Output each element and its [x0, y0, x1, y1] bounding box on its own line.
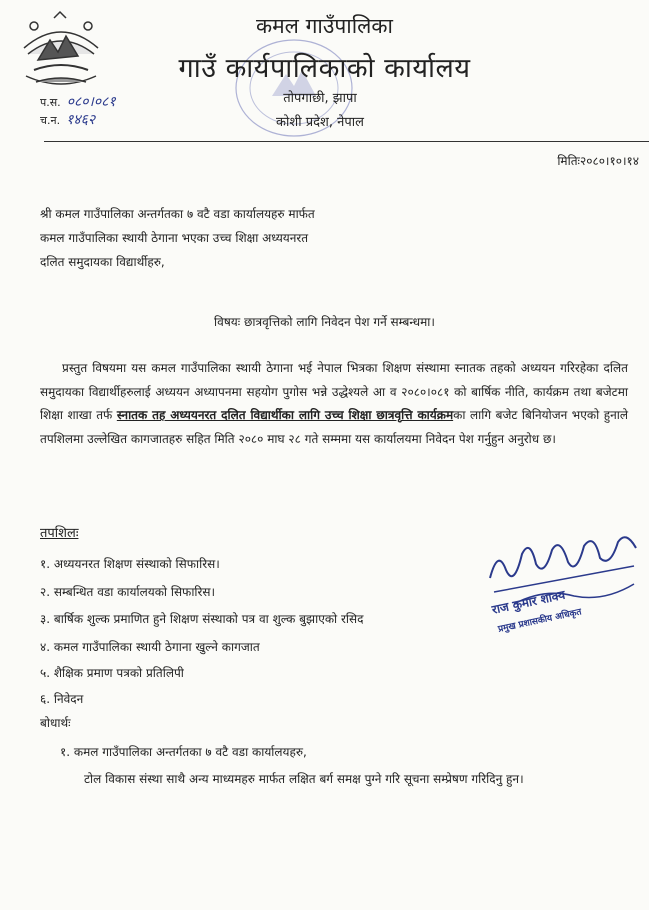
bodhartha-item: १. कमल गाउँपालिका अन्तर्गतका ७ वटै वडा कार्यालयहरु,: [60, 745, 307, 759]
recipient-line-1: श्री कमल गाउँपालिका अन्तर्गतका ७ वटै वडा कार्यालयहरु मार्फत: [40, 207, 315, 221]
dispatch-value: १४६२: [66, 112, 96, 128]
municipality-name: कमल गाउँपालिका: [256, 14, 393, 38]
dispatch-label: च.न.: [40, 114, 61, 127]
tapasil-item: ६. निवेदन: [40, 692, 84, 706]
subject-line: विषयः छात्रवृत्तिको लागि निवेदन पेश गर्ने सम्बन्धमा।: [214, 315, 435, 329]
recipient-line-3: दलित समुदायका विद्यार्थीहरु,: [40, 255, 165, 269]
address-line-2: कोशी प्रदेश, नेपाल: [276, 115, 364, 130]
dispatch-number: [40, 110, 95, 129]
header-divider: [44, 141, 649, 142]
tapasil-item: ३. बार्षिक शुल्क प्रमाणित हुने शिक्षण संस्थाको पत्र वा शुल्क बुझाएको रसिद: [40, 612, 364, 626]
reference-number: [40, 92, 116, 111]
reference-value: ०८०।०८१: [66, 94, 116, 110]
body-text-part-2: का लागि बजेट बिनियोजन भएको हुनाले तपशिलमा उल्लेखित कागजातहरु सहित मिति २०८० माघ २८ गते सम्ममा यस कार्यालयमा निवेदन पेश गर्नुहुन अनुरोध छ।: [40, 408, 628, 446]
letter-date: मितिः२०८०।१०।१४: [557, 154, 639, 168]
tapasil-item: ५. शैक्षिक प्रमाण पत्रको प्रतिलिपी: [40, 666, 184, 680]
bodhartha-heading: बोधार्थः: [40, 716, 71, 730]
signatory-role: प्रमुख प्रशासकीय अधिकृत: [497, 607, 583, 635]
bodhartha-item-continuation: टोल विकास संस्था साथै अन्य माध्यमहरु मार्फत लक्षित बर्ग समक्ष पुग्ने गरि सूचना सम्प्रेषण गरिदिनु हुन।: [84, 772, 524, 786]
program-highlight: स्नातक तह अध्ययनरत दलित विद्यार्थीका लागि उच्च शिक्षा छात्रवृत्ति कार्यक्रम: [116, 408, 454, 422]
tapasil-heading: तपशिलः: [40, 526, 79, 541]
tapasil-item: २. सम्बन्धित वडा कार्यालयको सिफारिस।: [40, 585, 216, 599]
recipient-line-2: कमल गाउँपालिका स्थायी ठेगाना भएका उच्च शिक्षा अध्ययनरत: [40, 231, 309, 245]
reference-label: प.स.: [40, 96, 61, 109]
address-line-1: तोपगाछी, झापा: [283, 91, 357, 106]
tapasil-item: ४. कमल गाउँपालिका स्थायी ठेगाना खुल्ने कागजात: [40, 640, 260, 654]
office-title: गाउँ कार्यपालिकाको कार्यालय: [178, 53, 471, 84]
body-paragraph: [40, 357, 628, 451]
signatory-name: राज कुमार शाक्य: [490, 587, 567, 617]
tapasil-item: १. अध्ययनरत शिक्षण संस्थाको सिफारिस।: [40, 557, 220, 571]
body-text-part-1: प्रस्तुत विषयमा यस कमल गाउँपालिका स्थायी ठेगाना भई नेपाल भित्रका शिक्षण संस्थामा स्नातक तहको अध्ययन गरिरहेका दलित समुदायका विद्यार्थीहरुलाई अध्ययन अध्यापनमा सहयोग पुगोस भन्ने उद्धेश्यले आ व २०८०।०८१ को बार्षिक नीति, कार्यक्रम तथा बजेटमा शिक्षा शाखा तर्फ: [40, 361, 628, 422]
